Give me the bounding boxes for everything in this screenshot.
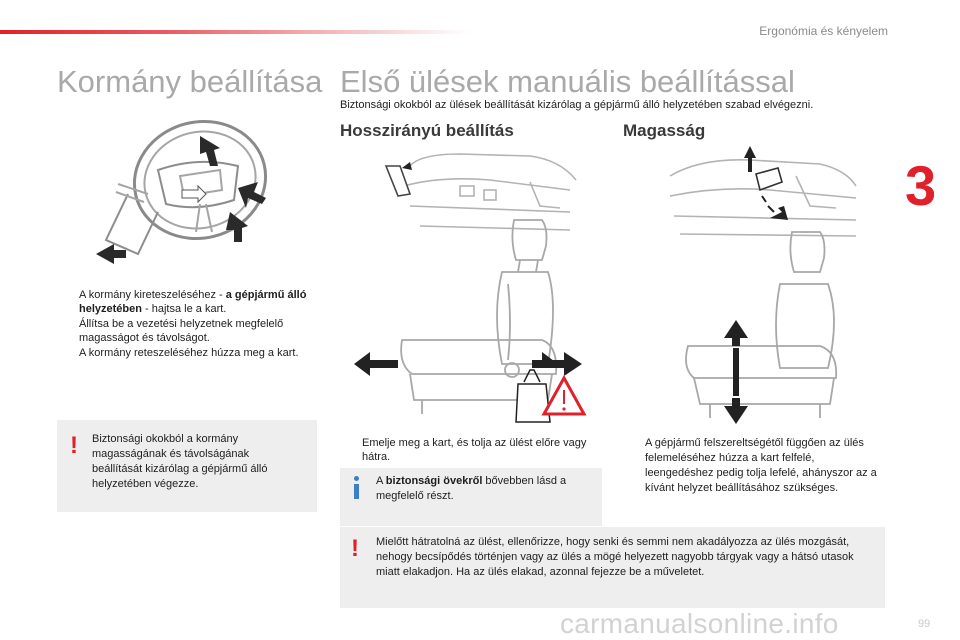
- warning-text: Biztonsági okokból a kormány magasságának és távolságának beállítását kizárólag a gépjármű álló helyzetében végezze.: [92, 433, 268, 490]
- list-item: A kormány reteszeléséhez húzza meg a kart.: [79, 347, 299, 359]
- longitudinal-title: Hosszirányú beállítás: [340, 121, 514, 140]
- list-item: Állítsa be a vezetési helyzetnek megfelelő magasságot és távolságot.: [79, 318, 284, 344]
- list-item: A kormány kireteszeléséhez - a gépjármű álló helyzetében - hajtsa le a kart.: [79, 289, 307, 315]
- steering-title: Kormány beállítása: [57, 64, 323, 99]
- list-item: A gépjármű felszereltségétől függően az ülés felemeléséhez húzza a kart felfelé, leengedéshez pedig tolja lefelé, ahányszor az a kívánt helyzet beállításához szükséges.: [645, 437, 877, 494]
- steering-wheel-illustration: [88, 108, 278, 268]
- list-item: Emelje meg a kart, és tolja az ülést előre vagy hátra.: [362, 437, 587, 463]
- warning-exclamation-icon: !: [70, 432, 78, 459]
- watermark: carmanualsonline.info: [560, 608, 839, 639]
- longitudinal-instructions: [340, 436, 590, 465]
- height-instructions: [623, 436, 885, 497]
- steering-instructions: [57, 288, 317, 361]
- header-accent-bar: [0, 30, 470, 34]
- section-title: Ergonómia és kényelem: [759, 24, 888, 38]
- warning-exclamation-icon: !: [351, 535, 359, 562]
- seat-longitudinal-illustration: [352, 214, 602, 430]
- seatbelt-info-box: [340, 468, 602, 526]
- seat-height-illustration: [680, 228, 860, 424]
- info-text: A biztonsági övekről bővebben lásd a megfelelő részt.: [376, 475, 567, 502]
- seat-warning-box: [340, 527, 885, 608]
- chapter-number: 3: [905, 154, 937, 217]
- seats-title: Első ülések manuális beállítással: [340, 64, 795, 99]
- height-title: Magasság: [623, 121, 706, 140]
- warning-text: Mielőtt hátratolná az ülést, ellenőrizze, hogy senki és semmi nem akadályozza az ülés mozgását, nehogy becsípődés történjen vagy az ülés a mögé helyezett nagyobb tárgyak vagy a hátsó utasok miatt elakadjon. Ha az ülés elakad, azonnal fejezze be a műveletet.: [376, 536, 854, 578]
- seats-intro: Biztonsági okokból az ülések beállítását kizárólag a gépjármű álló helyzetében szabad elvégezni.: [340, 99, 814, 111]
- steering-warning-box: [57, 420, 317, 512]
- page-number: 99: [918, 618, 931, 630]
